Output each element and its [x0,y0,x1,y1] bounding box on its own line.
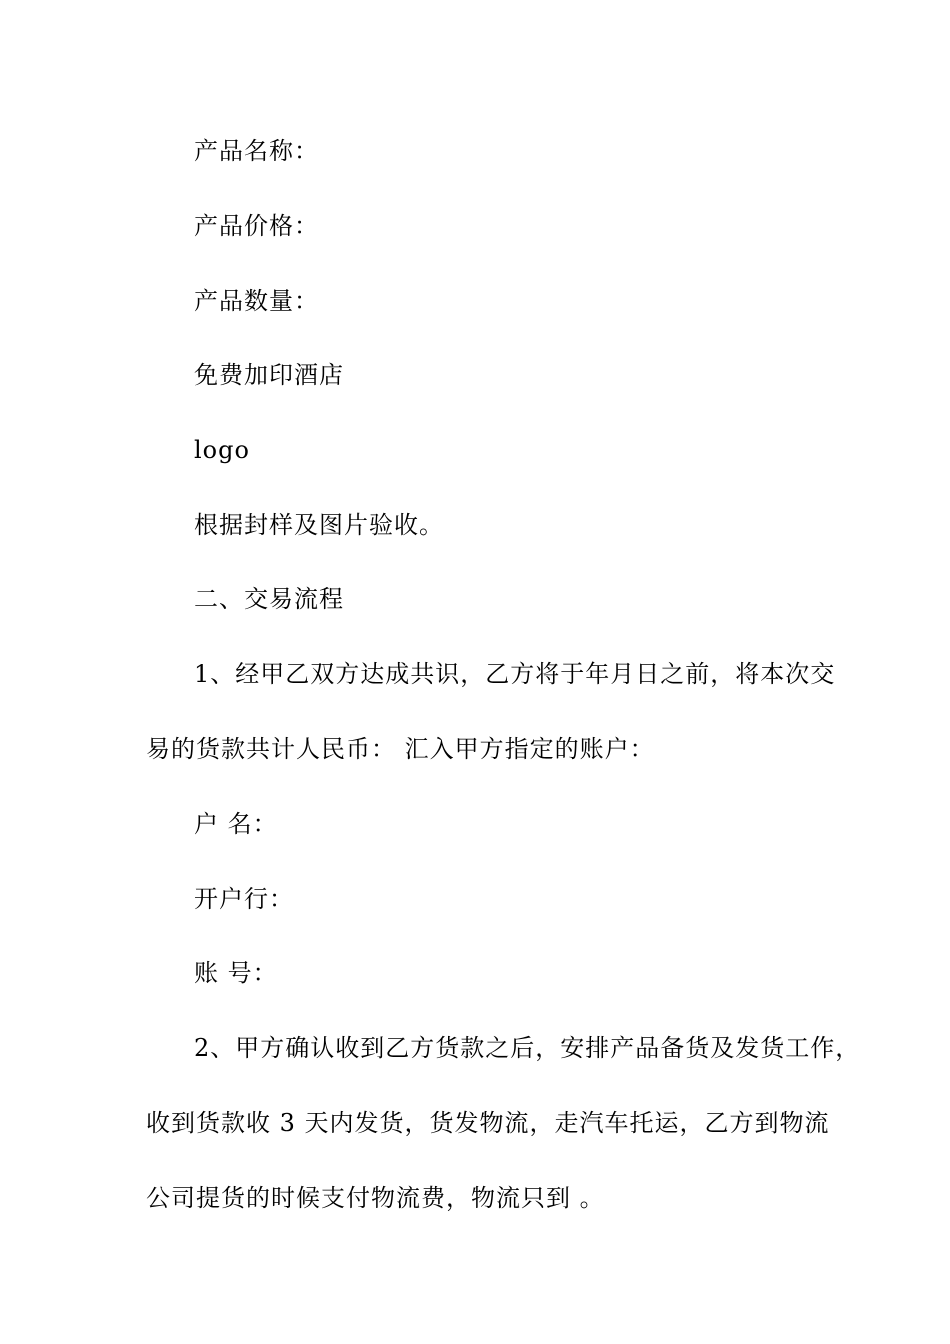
logo-text: logo [194,436,250,464]
product-price-label: 产品价格： [194,212,319,240]
account-number-label: 账 号： [194,959,278,987]
account-name-label: 户 名： [194,810,278,838]
paragraph-2-line-2: 收到货款收 3 天内发货，货发物流，走汽车托运，乙方到物流 [146,1109,830,1137]
free-print-text: 免费加印酒店 [194,361,344,389]
bank-label: 开户行： [194,885,294,913]
acceptance-text: 根据封样及图片验收。 [194,511,444,539]
paragraph-2-line-3: 公司提货的时候支付物流费，物流只到 。 [146,1184,605,1212]
paragraph-2-line-1: 2、甲方确认收到乙方货款之后，安排产品备货及发货工作， [194,1034,861,1062]
product-quantity-label: 产品数量： [194,287,319,315]
section-heading-transaction-process: 二、交易流程 [194,585,344,613]
product-name-label: 产品名称： [194,137,319,165]
paragraph-1-line-1: 1、经甲乙双方达成共识，乙方将于年月日之前，将本次交 [194,660,836,688]
paragraph-1-line-2: 易的货款共计人民币： 汇入甲方指定的账户： [146,735,655,763]
